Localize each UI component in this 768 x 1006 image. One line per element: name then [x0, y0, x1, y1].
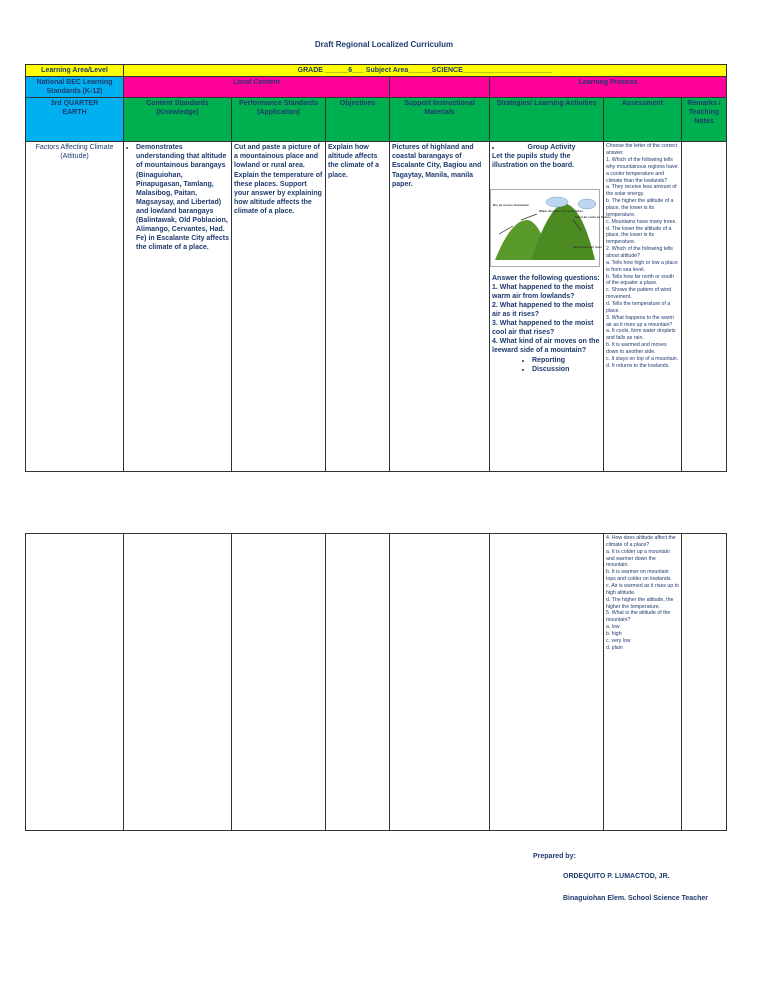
topic-cell: Factors Affecting Climate (Attitude) [26, 142, 124, 472]
question-2: 2. What happened to the moist air as it rises? [492, 301, 594, 319]
reporting-item: • Reporting [532, 356, 601, 365]
performance-cell-2 [232, 534, 326, 831]
group-activity-item: • Group Activity [502, 143, 601, 152]
remarks-cell-1 [682, 142, 727, 472]
content-cell [124, 142, 232, 472]
question-1: 1. What happened to the moist warm air from lowlands? [492, 283, 594, 300]
strategies-header: Strategies/ Learning Activities [490, 98, 604, 142]
mountain-illustration [490, 189, 611, 267]
standards-cell: National BEC Learning Standards (K-12) [26, 77, 124, 98]
performance-cell: Cut and paste a picture of a mountainous place and lowland or rural area. Explain the temperature of these places. Support your answer by explaining how altitude affects the climate of a place. [232, 142, 326, 472]
learning-process-cell: Learning Process [490, 77, 727, 98]
learning-area-cell: Learning Area/Level [26, 65, 124, 77]
assessment-cell-2: 4. How does altitude affect the climate of a place? a. It is colder up a mountain and warmer down the mountain. b. It is warmer on mountain tops and colder on lowlands. c. Air is warmed as it rises up to high altitude. d. The higher the altitude, the higher the temperature. 5. What is the altitude of the mountain? a. low b. high c. very low d. plain [604, 534, 682, 831]
curriculum-table [25, 64, 727, 472]
study-text: Let the pupils study the illustration on the board. [492, 153, 575, 170]
content-cell-2 [124, 534, 232, 831]
materials-cell-2 [390, 534, 490, 831]
curriculum-table-continued [25, 533, 727, 831]
strategies-cell [490, 142, 611, 472]
illus-label-cools: Moist air cools as it rises [575, 214, 611, 219]
discussion-item: • Discussion [532, 365, 601, 374]
question-3: 3. What happened to the moist cool air that rises? [492, 320, 594, 337]
pink-blank-cell [390, 77, 490, 98]
materials-header: Support Instructional Materials [390, 98, 490, 142]
preparer-position: Binaguiohan Elem. School Science Teacher [563, 895, 708, 902]
objectives-cell-2 [326, 534, 390, 831]
prepared-by-label: Prepared by: [533, 853, 576, 860]
preparer-name: ORDEQUITO P. LUMACTOD, JR. [563, 873, 670, 880]
grade-subject-cell: GRADE ______6___ Subject Area______SCIENCE_______________________ [124, 65, 727, 77]
illus-label-droplets: Water droplets form and fall as [539, 208, 583, 213]
objectives-cell: Explain how altitude affects the climate of a place. [326, 142, 390, 472]
local-content-cell: Local Content [124, 77, 390, 98]
answer-intro: Answer the following questions: [492, 274, 600, 282]
objectives-header: Objectives [326, 98, 390, 142]
document-title: Draft Regional Localized Curriculum [314, 40, 454, 49]
materials-cell: Pictures of highland and coastal barangays of Escalante City, Bagiou and Tagaytay, Manila, manila paper. [390, 142, 490, 472]
content-standards-header: Content Standards (Knowledge) [124, 98, 232, 142]
illus-label-moist-warm: Moist warm air rises [573, 244, 602, 249]
quarter-label: 3rd QUARTER [50, 100, 99, 108]
performance-standards-header: Performance Standards (Application) [232, 98, 326, 142]
content-standard-text: • Demonstrates understanding that altitude of mountainous barangays (Binaguiohan, Pinapugasan, Tamlang, Malasibog, Paitan, Magsaysay, and Libertad) and lowland barangays (Balintawak, Old Poblacion, Alimango, Cervantes, Had. Fe) in Escalante City affects the climate of a place. [136, 143, 229, 252]
question-4: 4. What kind of air moves on the leeward side of a mountain? [492, 338, 600, 355]
assessment-cell-1: Choose the letter of the correct answer. 1. Which of the following tells why mountainous regions have a cooler temperature and climate than the lowlands? a. They receive less amount of the solar energy. b. The higher the altitude of a place, the lower is its temperature. c. Mountains have many trees. d. The lower the altitude of a place, the lower is its temperature. 2. Which of the following tells about altitude? a. Tells how high or low a place is from sea level. b. Tells how far north or south of the equator a place. c. Shows the pattern of wind movement. d. Tells the temperature of a place. 3. What happens to the warm air as it rises up a mountain? a. It cools, form water droplets and falls as rain. b. It is warmed and moves down to another side. c. It stays on top of a mountain. d. It returns to the lowlands. [604, 142, 682, 472]
topic-cell-2 [26, 534, 124, 831]
quarter-cell [26, 98, 124, 142]
assessment-header: Assessment [604, 98, 682, 142]
earth-label: EARTH [62, 109, 87, 117]
remarks-header: Remarks / Teaching Notes [682, 98, 727, 142]
illus-label-dry-air: Dry air moves downward [493, 202, 529, 207]
remarks-cell-2 [682, 534, 727, 831]
strategies-cell-2 [490, 534, 604, 831]
